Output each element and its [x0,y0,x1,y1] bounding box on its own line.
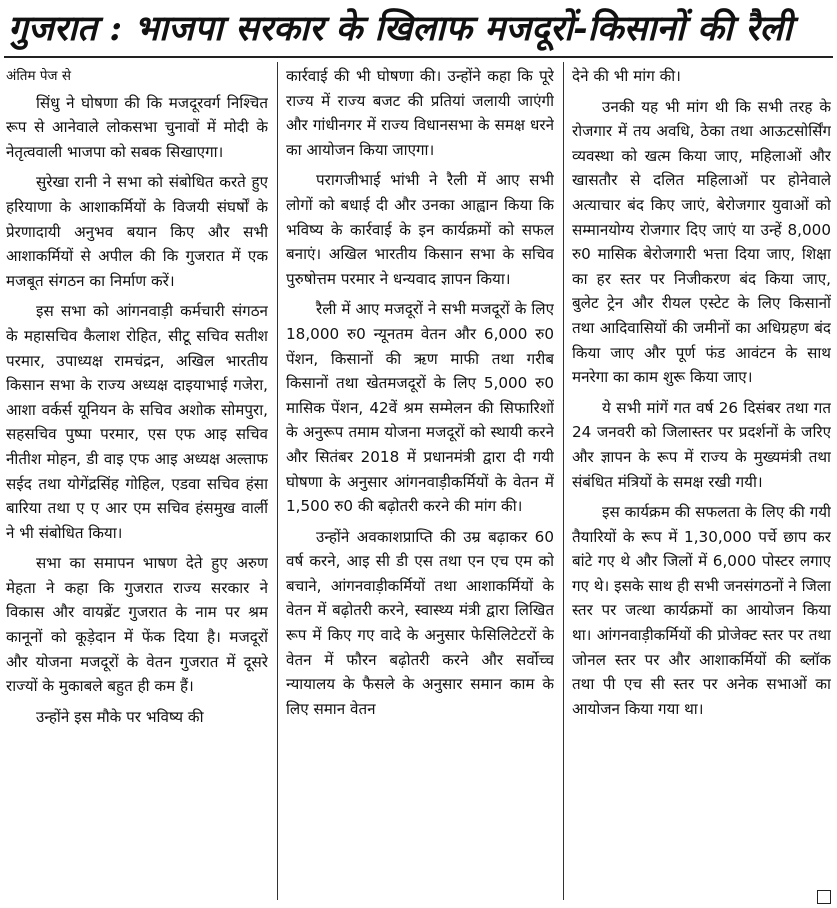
column-3 [572,64,831,904]
paragraph: ये सभी मांगें गत वर्ष 26 दिसंबर तथा गत 24 जनवरी को जिलास्तर पर प्रदर्शनों के जरिए और ज्ञापन के रूप में राज्य के मुख्यमंत्री तथा संबंधित मंत्रियों के समक्ष रखी गयी। [572,398,831,491]
paragraph: रैली में आए मजदूरों ने सभी मजदूरों के लिए 18,000 रु0 न्यूनतम वेतन और 6,000 रु0 पेंशन, किसानों की ऋण माफी तथा गरीब किसानों तथा खेतमजदूरों के लिए 5,000 रु0 मासिक पेंशन, 42वें श्रम सम्मेलन की सिफारिशों के अनुरूप तमाम योजना मजदूरों को स्थायी करने और सितंबर 2018 में प्रधानमंत्री द्वारा दी गयी घोषणा के अनुसार आंगनवाड़ीकर्मियों के वेतन में 1,500 रु0 की बढ़ोतरी करने की मांग की। [286,300,554,516]
paragraph: इस कार्यक्रम की सफलता के लिए की गयी तैयारियों के रूप में 1,30,000 पर्चे छाप कर बांटे गए थे और जिलों में 6,000 पोस्टर लगाए गए थे। इसके साथ ही सभी जनसंगठनों ने जिला स्तर पर जत्था कार्यक्रमों का आयोजन किया था। आंगनवाड़ीकर्मियों की प्रोजेक्ट स्तर पर तथा जोनल स्तर पर और आशाकर्मियों की ब्लॉक तथा पी एच सी स्तर पर अनेक सभाओं का आयोजन किया गया था। [572,503,831,718]
column-1 [6,64,268,904]
paragraph: देने की भी मांग की। [572,67,681,85]
end-of-article-mark [817,890,831,904]
paragraph: उन्होंने अवकाशप्राप्ति की उम्र बढ़ाकर 60 वर्ष करने, आइ सी डी एस तथा एन एच एम को बचाने, आंगनवाड़ीकर्मियों तथा आशाकर्मियों के वेतन में बढ़ोतरी करने, स्वास्थ्य मंत्री द्वारा लिखित रूप में किए गए वादे के अनुसार फेसिलिटेटरों के वेतन में फौरन बढ़ोतरी करने और सर्वोच्च न्यायालय के फैसले के अनुसार समान काम के लिए समान वेतन [286,527,554,718]
paragraph: उनकी यह भी मांग थी कि सभी तरह के रोजगार में तय अवधि, ठेका तथा आऊटसोर्सिंग व्यवस्था को खत्म किया जाए, महिलाओं और खासतौर से दलित महिलाओं पर होनेवाले अत्याचार बंद किए जाएं, बेरोजगार युवाओं को सम्मानयोग्य रोजगार दिए जाएं या उन्हें 8,000 रु0 मासिक बेरोजगारी भत्ता दिया जाए, शिक्षा का हर स्तर पर निजीकरण बंद किया जाए, बुलेट ट्रेन और रीयल एस्टेट के लिए किसानों तथा आदिवासियों की जमीनों का अधिग्रहण बंद किया जाए और पूर्ण फंड आवंटन के साथ मनरेगा का काम शुरू किया जाए। [572,97,831,387]
paragraph: सुरेखा रानी ने सभा को संबोधित करते हुए हरियाणा के आशाकर्मियों के विजयी संघर्षों के प्रेरणादायी अनुभव बयान किए और सभी आशाकर्मियों से अपील की कि गुजरात में एक मजबूत संगठन का निर्माण करें। [6,173,268,290]
paragraph: परागजीभाई भांभी ने रैली में आए सभी लोगों को बधाई दी और उनका आह्वान किया कि भविष्य के कार्रवाई के इन कार्यक्रमों को सफल बनाएं। अखिल भारतीय किसान सभा के सचिव पुरुषोत्तम परमार ने धन्यवाद ज्ञापन किया। [286,171,554,288]
continued-from-label: अंतिम पेज से [6,68,71,84]
paragraph: उन्होंने इस मौके पर भविष्य की [36,707,204,726]
paragraph: सिंधु ने घोषणा की कि मजदूरवर्ग निश्चित रूप से आनेवाले लोकसभा चुनावों में मोदी के नेतृत्ववाली भाजपा को सबक सिखाएगा। [6,93,268,161]
paragraph: सभा का समापन भाषण देते हुए अरुण मेहता ने कहा कि गुजरात राज्य सरकार ने विकास और वायब्रेंट गुजरात के नाम पर श्रम कानूनों को कूड़ेदान में फेंक दिया है। मजदूरों और योजना मजदूरों के वेतन गुजरात में दूसरे राज्यों के मुकाबले बहुत ही कम हैं। [6,554,268,696]
column-2 [286,64,554,904]
paragraph: इस सभा को आंगनवाड़ी कर्मचारी संगठन के महासचिव कैलाश रोहित, सीटू सचिव सतीश परमार, उपाध्यक्ष रामचंद्रन, अखिल भारतीय किसान सभा के राज्य अध्यक्ष दाइयाभाई गजेरा, आशा वर्कर्स यूनियन के सचिव अशोक सोमपुरा, सहसचिव पुष्पा परमार, एस एफ आइ सचिव नीतीश मोहन, डी वाइ एफ आइ अध्यक्ष अल्ताफ सईद तथा योगेंद्रसिंह गोहिल, एडवा सचिव हंसा बारिया तथा ए ए आर एम सचिव हंसमुख वार्ली ने भी संबोधित किया। [6,302,268,542]
paragraph: कार्रवाई की भी घोषणा की। उन्होंने कहा कि पूरे राज्य में राज्य बजट की प्रतियां जलायी जाएंगी और गांधीनगर में राज्य विधानसभा के समक्ष धरने का आयोजन किया जाएगा। [286,67,554,159]
headline-rule [4,56,833,58]
article-columns [6,64,831,904]
article-headline: गुजरात : भाजपा सरकार के खिलाफ मजदूरों-किसानों की रैली [8,8,793,49]
